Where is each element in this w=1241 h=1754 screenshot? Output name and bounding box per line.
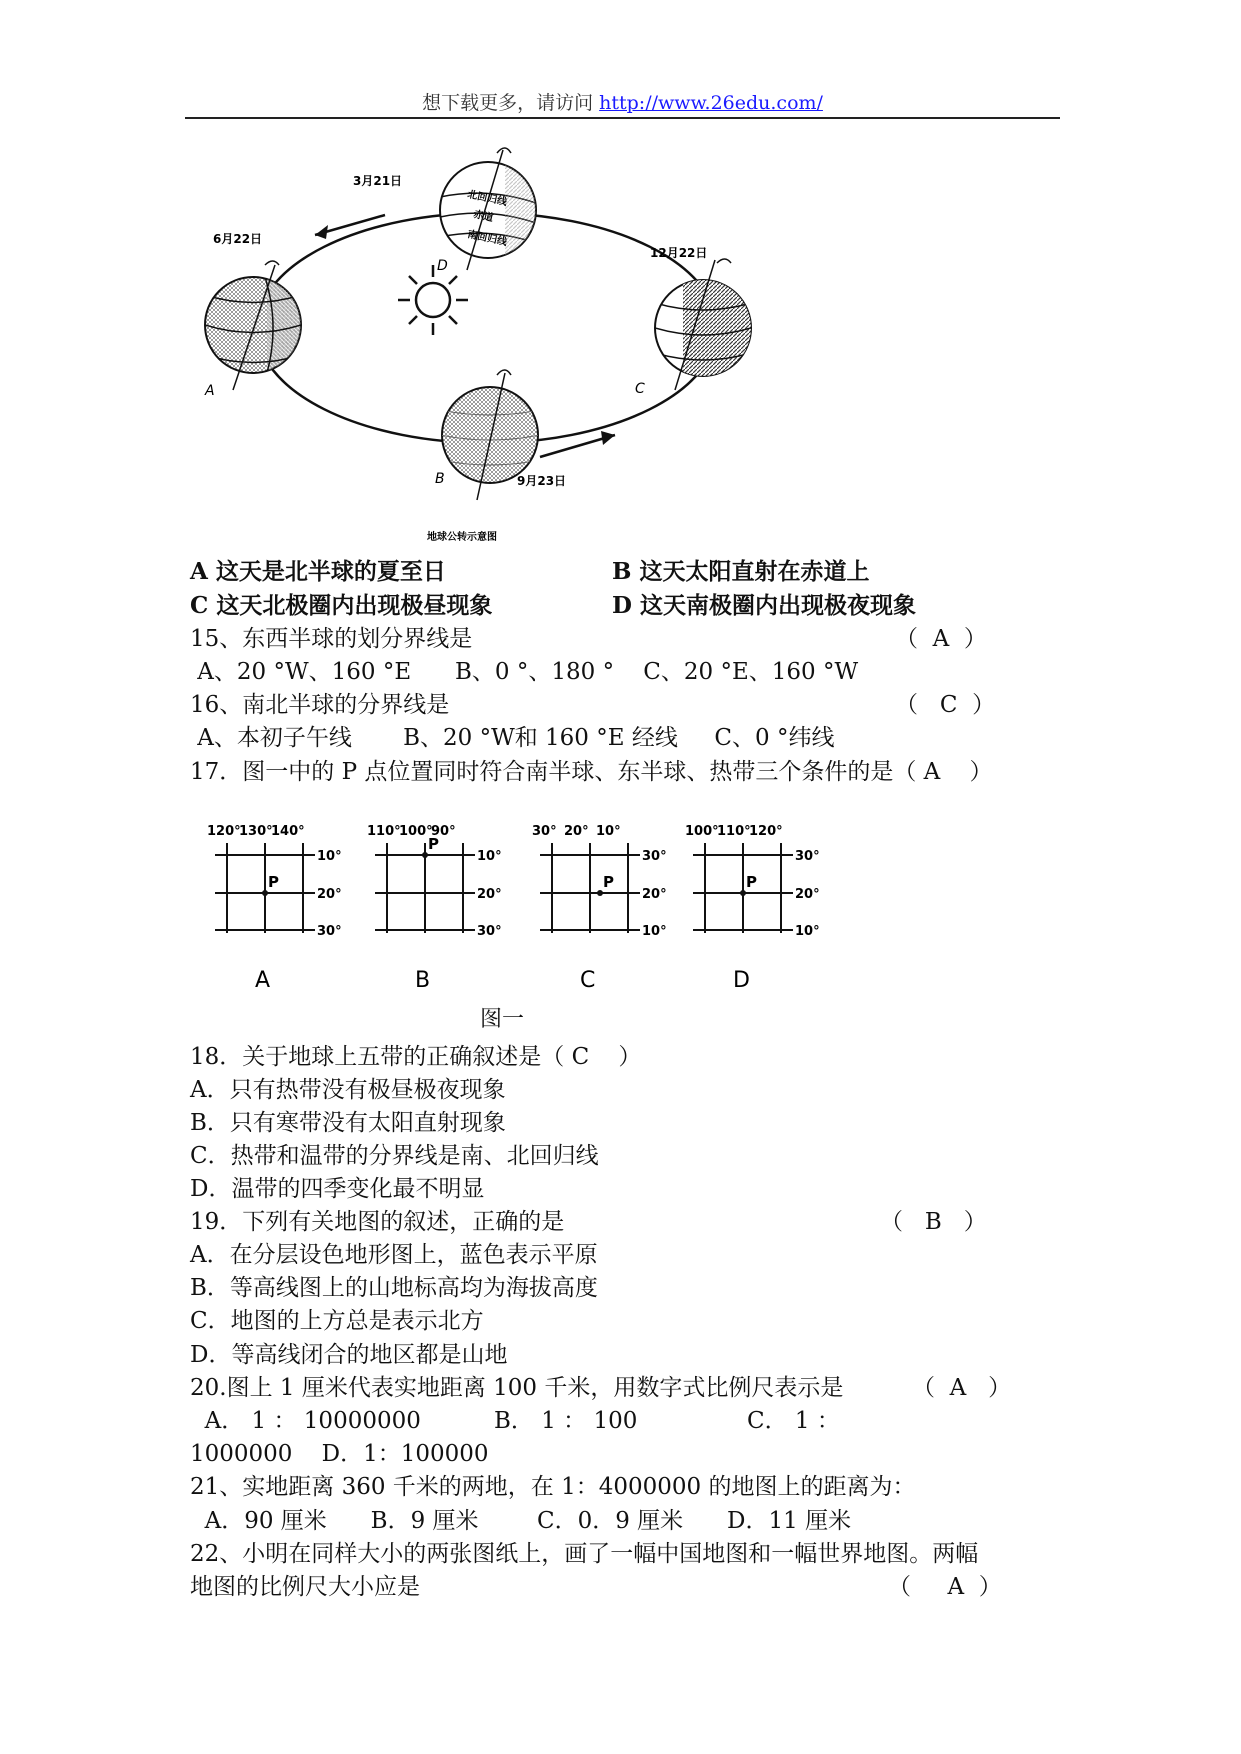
q19-option-d: D．等高线闭合的地区都是山地: [190, 1342, 508, 1368]
q20-answer: （ A ）: [912, 1375, 1012, 1401]
q22-stem-line1: 22、小明在同样大小的两张图纸上，画了一幅中国地图和一幅世界地图。两幅: [190, 1541, 979, 1567]
earth-orbit-figure: [205, 145, 765, 559]
grid-a-longitude-label: 140°: [271, 824, 305, 839]
q20-stem: 20.图上 1 厘米代表实地距离 100 千米，用数字式比例尺表示是: [190, 1375, 844, 1401]
grid-c-longitude-label: 30°: [532, 824, 557, 839]
q18-stem: 18．关于地球上五带的正确叙述是（ C ）: [190, 1044, 642, 1070]
grid-d: [685, 824, 820, 993]
grid-c-latitude-label: 30°: [642, 849, 667, 864]
grid-b-latitude-label: 10°: [477, 849, 502, 864]
q15-options: A、20 °W、160 °E B、0 °、180 ° C、20 °E、160 °W: [190, 659, 859, 685]
q19-option-b: B．等高线图上的山地标高均为海拔高度: [190, 1275, 598, 1301]
globe-label-b: B: [435, 471, 445, 487]
grid-figure-caption: 图一: [480, 1007, 525, 1032]
grid-d-latitude-label: 30°: [795, 849, 820, 864]
q20-options-continued: 1000000 D．1：100000: [190, 1441, 489, 1467]
q21-stem: 21、实地距离 360 千米的两地，在 1：4000000 的地图上的距离为：: [190, 1474, 916, 1500]
q14-option-d: D 这天南极圈内出现极夜现象: [612, 592, 916, 619]
grid-c-latitude-label: 10°: [642, 924, 667, 939]
grid-b-option-label: B: [415, 968, 431, 993]
date-september: 9月23日: [517, 474, 567, 488]
grid-b: [367, 824, 502, 993]
grid-a-option-label: A: [255, 968, 271, 993]
q19-stem: 19．下列有关地图的叙述，正确的是: [190, 1209, 565, 1235]
grid-a-latitude-label: 10°: [317, 849, 342, 864]
grid-c: [532, 824, 667, 993]
grid-c-point-label: P: [603, 873, 614, 891]
band-equator: 赤道: [472, 209, 495, 225]
grid-a-latitude-label: 30°: [317, 924, 342, 939]
grid-d-latitude-label: 20°: [795, 887, 820, 902]
q18-option-a: A．只有热带没有极昼极夜现象: [190, 1077, 506, 1103]
header-prefix: 想下载更多，请访问: [422, 92, 594, 114]
q19-option-c: C．地图的上方总是表示北方: [190, 1308, 484, 1334]
grid-b-longitude-label: 110°: [367, 824, 401, 839]
grid-c-latitude-label: 20°: [642, 887, 667, 902]
grid-b-longitude-label: 100°: [399, 824, 433, 839]
q17-stem: 17．图一中的 P 点位置同时符合南半球、东半球、热带三个条件的是（ A ）: [190, 759, 993, 785]
date-march: 3月21日: [353, 174, 403, 188]
q22-stem-line2: 地图的比例尺大小应是: [190, 1574, 420, 1600]
grid-d-longitude-label: 120°: [749, 824, 783, 839]
q14-option-b: B 这天太阳直射在赤道上: [612, 558, 870, 585]
q21-options: A．90 厘米 B．9 厘米 C．0．9 厘米 D．11 厘米: [190, 1508, 852, 1534]
q15-answer: （ A ）: [895, 626, 987, 652]
grid-a-longitude-label: 130°: [239, 824, 273, 839]
q19-answer: （ B ）: [880, 1209, 987, 1235]
q14-option-a: A 这天是北半球的夏至日: [190, 558, 446, 585]
orbit-diagram: [205, 145, 765, 555]
date-june: 6月22日: [213, 232, 263, 246]
q19-option-a: A．在分层设色地形图上，蓝色表示平原: [190, 1242, 598, 1268]
band-north-tropic: 北回归线: [466, 189, 508, 209]
grid-d-longitude-label: 110°: [717, 824, 751, 839]
page-header: [185, 88, 1060, 115]
grid-figure: [207, 815, 865, 1029]
orbit-caption: 地球公转示意图: [427, 532, 497, 543]
globe-c-december: [655, 259, 753, 390]
q18-option-c: C．热带和温带的分界线是南、北回归线: [190, 1143, 599, 1169]
grid-a-longitude-label: 120°: [207, 824, 241, 839]
grid-a-point-label: P: [268, 873, 279, 891]
q14-option-c: C 这天北极圈内出现极昼现象: [190, 592, 493, 619]
grid-b-latitude-label: 30°: [477, 924, 502, 939]
grid-b-latitude-label: 20°: [477, 887, 502, 902]
header-divider: [185, 117, 1060, 119]
grid-c-option-label: C: [580, 968, 596, 993]
q18-option-d: D．温带的四季变化最不明显: [190, 1176, 485, 1202]
grid-c-longitude-label: 10°: [596, 824, 621, 839]
q16-answer: （ C ）: [895, 692, 996, 718]
grid-d-latitude-label: 10°: [795, 924, 820, 939]
q15-stem: 15、东西半球的划分界线是: [190, 626, 473, 652]
q18-option-b: B．只有寒带没有太阳直射现象: [190, 1110, 506, 1136]
globe-label-d: D: [437, 258, 448, 274]
sun-icon: [398, 265, 468, 335]
grid-diagram: [207, 815, 865, 1025]
grid-c-longitude-label: 20°: [564, 824, 589, 839]
q22-answer: （ A ）: [888, 1574, 1002, 1600]
grid-b-point-label: P: [428, 835, 439, 853]
band-south-tropic: 南回归线: [466, 229, 508, 249]
q20-options-line: A． 1 ： 10000000 B． 1 ： 100 C． 1 ：: [190, 1408, 840, 1434]
globe-a-june: [205, 261, 317, 390]
grid-d-option-label: D: [733, 968, 750, 993]
header-link[interactable]: http://www.26edu.com/: [599, 92, 823, 114]
date-december: 12月22日: [650, 246, 708, 260]
q16-options: A、本初子午线 B、20 °W和 160 °E 经线 C、0 °纬线: [190, 725, 835, 751]
globe-label-c: C: [635, 381, 645, 397]
grid-a-latitude-label: 20°: [317, 887, 342, 902]
globe-label-a: A: [205, 383, 215, 399]
grid-a: [207, 824, 342, 993]
grid-d-longitude-label: 100°: [685, 824, 719, 839]
q16-stem: 16、南北半球的分界线是: [190, 692, 450, 718]
globe-d-march: [440, 148, 545, 270]
grid-d-point-label: P: [746, 873, 757, 891]
grid-b-longitude-label: 90°: [431, 824, 456, 839]
